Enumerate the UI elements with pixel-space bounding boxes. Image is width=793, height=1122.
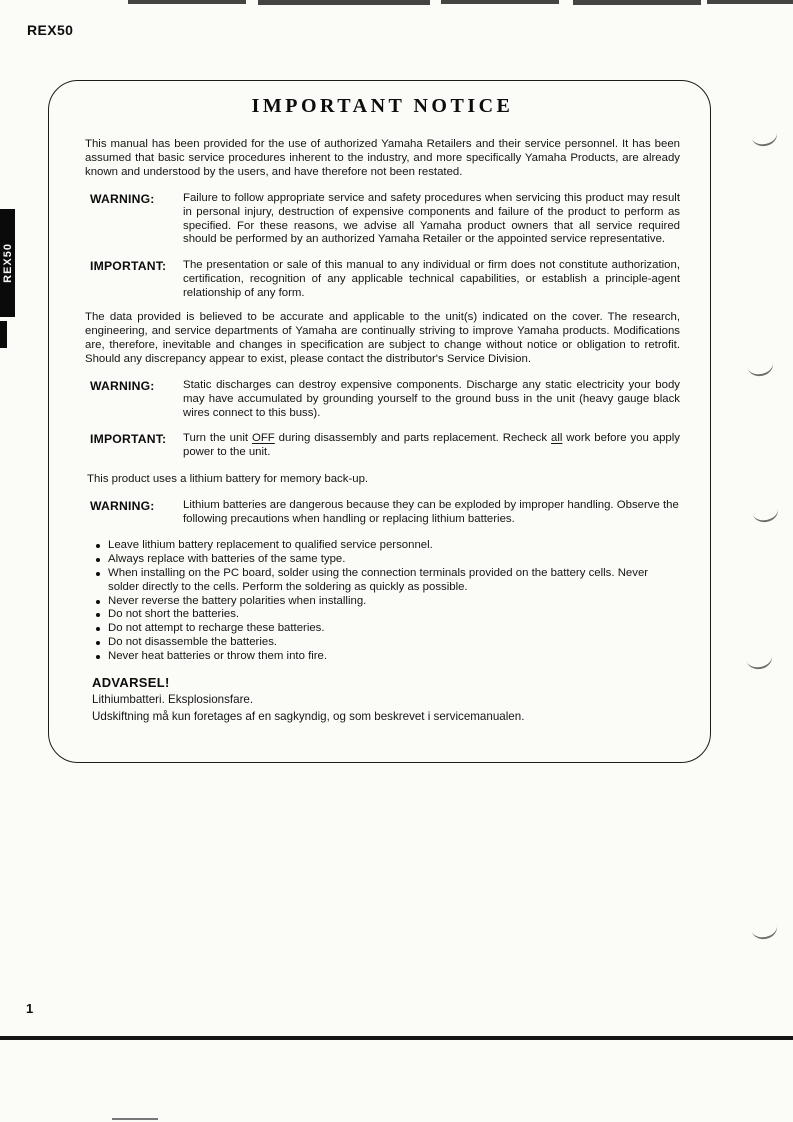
list-item xyxy=(96,608,680,622)
scan-artifact xyxy=(258,0,430,5)
list-item xyxy=(96,622,680,636)
scan-artifact xyxy=(128,0,246,4)
important-body-text: during disassembly and parts replacement. Recheck xyxy=(274,432,551,445)
bullet-icon xyxy=(96,600,100,604)
data-paragraph: The data provided is believed to be accurate and applicable to the unit(s) indicated on the cover. The research, engineering, and service departments of Yamaha are continually striving to improve Yamaha products. Modifications are, therefore, inevitable and changes in specification are subject to change without notice or obligation to retrofit. Should any discrepancy appear to exist, please contact the distributor's Service Division. xyxy=(85,311,680,365)
warning-section-2 xyxy=(85,379,680,421)
page-title-model: REX50 xyxy=(27,22,74,38)
advarsel-line: Udskiftning må kun foretages af en sagkyndig, og som beskrevet i servicemanualen. xyxy=(92,710,525,723)
bullet-icon xyxy=(96,627,100,631)
important-body xyxy=(183,432,680,460)
warning-section-3 xyxy=(85,499,680,527)
underlined-word-off: OFF xyxy=(251,432,275,445)
scan-artifact xyxy=(112,1118,158,1120)
important-section-1 xyxy=(85,259,680,301)
precaution-list xyxy=(85,539,680,664)
important-body-text: Turn the unit xyxy=(183,432,252,445)
scan-artifact xyxy=(746,652,774,671)
side-tab-label: REX50 xyxy=(1,243,14,283)
list-item-text: Never heat batteries or throw them into fire. xyxy=(108,650,328,663)
warning-label: WARNING: xyxy=(90,191,155,206)
bullet-icon xyxy=(96,544,100,548)
important-section-2 xyxy=(85,432,680,460)
warning-section-1 xyxy=(85,192,680,248)
scan-artifact xyxy=(707,0,793,4)
list-item-text: Do not attempt to recharge these batteries. xyxy=(108,622,325,635)
notice-box xyxy=(48,80,711,763)
important-label: IMPORTANT: xyxy=(90,259,167,274)
scan-artifact xyxy=(0,1036,793,1040)
advarsel-section xyxy=(85,675,680,724)
warning-body: Static discharges can destroy expensive components. Discharge any static electricity your body may have accumulated by grounding yourself to the ground buss in the unit (heavy gauge black wires connect to this buss). xyxy=(183,378,680,419)
important-body-text: work before you apply power to the unit. xyxy=(183,432,680,459)
page-number: 1 xyxy=(26,1001,34,1016)
warning-body: Lithium batteries are dangerous because they can be exploded by improper handling. Observe the following precautions when handling or replacing lithium batteries. xyxy=(183,499,679,526)
list-item-text: Always replace with batteries of the same type. xyxy=(108,552,346,565)
intro-paragraph: This manual has been provided for the use of authorized Yamaha Retailers and their service personnel. It has been assumed that basic service procedures inherent to the industry, and more specifically Yamaha Products, are already known and understood by the users, and have therefore not been restated. xyxy=(85,138,680,178)
list-item xyxy=(96,595,680,609)
scan-artifact xyxy=(752,505,780,524)
list-item-text: Never reverse the battery polarities when installing. xyxy=(108,594,367,607)
notice-title: IMPORTANT NOTICE xyxy=(251,95,514,117)
important-body: The presentation or sale of this manual to any individual or firm does not constitute authorization, certification, recognition of any applicable technical capabilities, or establish a principle-agent relationship of any form. xyxy=(183,259,680,300)
list-item-text: Do not disassemble the batteries. xyxy=(108,636,278,649)
scan-artifact xyxy=(441,0,559,4)
list-item-text: Leave lithium battery replacement to qualified service personnel. xyxy=(108,538,433,551)
list-item xyxy=(96,539,680,553)
scan-artifact xyxy=(751,922,779,941)
important-label: IMPORTANT: xyxy=(90,432,167,447)
list-item xyxy=(96,650,680,664)
list-item xyxy=(96,636,680,650)
list-item-text: When installing on the PC board, solder using the connection terminals provided on the battery cells. Never solder directly to the cells. Perform the soldering as quickly as possible. xyxy=(108,566,649,593)
bullet-icon xyxy=(96,558,100,562)
warning-label: WARNING: xyxy=(90,499,155,514)
underlined-word-all: all xyxy=(550,432,563,445)
list-item-text: Do not short the batteries. xyxy=(108,608,240,621)
scan-artifact xyxy=(573,0,701,5)
scan-artifact xyxy=(747,359,775,378)
warning-body: Failure to follow appropriate service and safety procedures when servicing this product may result in personal injury, destruction of expensive components and failure of the product to perform as specified. For these reasons, we advise all Yamaha product owners that all service required should be performed by an authorized Yamaha Retailer or the appointed service representative. xyxy=(183,191,680,246)
advarsel-line: Lithiumbatteri. Eksplosionsfare. xyxy=(92,693,254,707)
lithium-note: This product uses a lithium battery for memory back-up. xyxy=(87,473,369,486)
warning-label: WARNING: xyxy=(90,378,155,393)
bullet-icon xyxy=(96,613,100,617)
bullet-icon xyxy=(96,572,100,576)
advarsel-title: ADVARSEL! xyxy=(92,675,170,691)
list-item xyxy=(96,553,680,567)
side-tab-mark xyxy=(0,321,7,348)
side-tab xyxy=(0,209,15,317)
scan-artifact xyxy=(751,129,779,148)
list-item xyxy=(96,567,680,595)
bullet-icon xyxy=(96,655,100,659)
bullet-icon xyxy=(96,641,100,645)
